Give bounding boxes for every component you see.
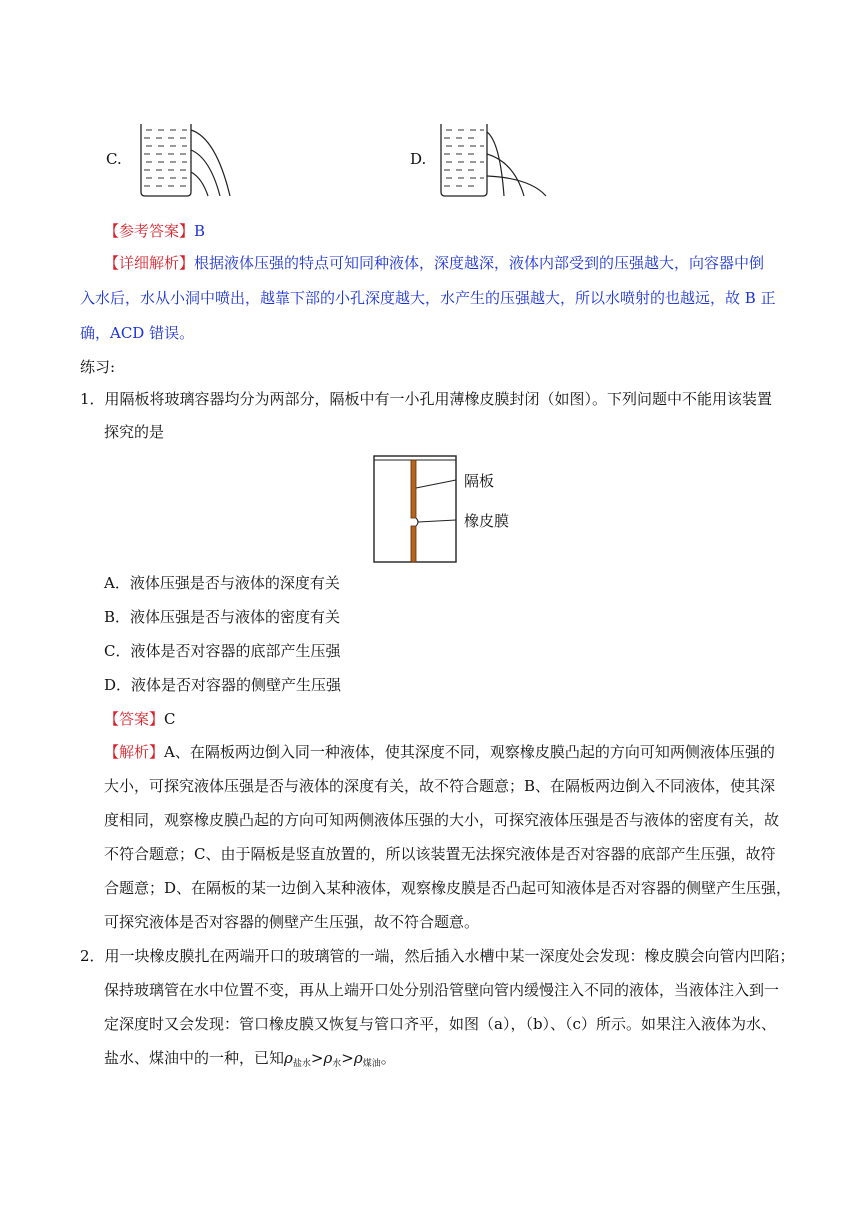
q2-stem-line-4: [104, 1047, 396, 1069]
sub-oil: 煤油: [362, 1059, 381, 1069]
sub-salt-water: 盐水: [292, 1059, 311, 1069]
q2-end: 。: [380, 1049, 396, 1067]
q1-answer-tag: 【答案】: [104, 710, 165, 728]
q1-answer: [104, 708, 176, 729]
example-analysis-line-3: 确，ACD 错误。: [80, 324, 195, 342]
practice-heading: 练习:: [80, 358, 116, 376]
option-c-label: C.: [106, 150, 122, 168]
q1-analysis-line-3: 度相同，观察橡皮膜凸起的方向可知两侧液体压强的大小，可探究液体压强是否与液体的密度有关，故: [104, 811, 780, 829]
partition-container-figure: [368, 452, 528, 564]
q1-option-a: A．液体压强是否与液体的深度有关: [104, 574, 340, 592]
analysis-text-1: 根据液体压强的特点可知同种液体，深度越深，液体内部受到的压强越大，向容器中倒: [194, 254, 765, 272]
q1-analysis-line-4: 不符合题意；C、由于隔板是竖直放置的，所以该装置无法探究液体是否对容器的底部产生压强，故符: [104, 845, 776, 863]
analysis-tag: 【详细解析】: [104, 254, 195, 272]
q1-analysis-line-5: 合题意；D、在隔板的某一边倒入某种液体，观察橡皮膜是否凸起可知液体是否对容器的侧壁产生压强，: [104, 879, 792, 897]
answer-tag-close: 】: [179, 222, 195, 240]
option-d-label: D.: [410, 150, 427, 168]
q2-stem-line-2: 保持玻璃管在水中位置不变，再从上端开口处分别沿管壁向管内缓慢注入不同的液体，当液体注入到一: [104, 981, 780, 999]
q2-line4-prefix: 盐水、煤油中的一种，已知: [104, 1049, 285, 1067]
container-figure-d: [438, 120, 550, 202]
example-analysis-line-2: 入水后，水从小洞中喷出，越靠下部的小孔深度越大，水产生的压强越大，所以水喷射的也越远，故 B 正: [80, 289, 776, 307]
q1-analysis-line-2: 大小，可探究液体压强是否与液体的深度有关，故不符合题意；B、在隔板两边倒入不同液体，使其深: [104, 777, 776, 795]
q2-stem-line-1: 2．用一块橡皮膜扎在两端开口的玻璃管的一端，然后插入水槽中某一深度处会发现：橡皮膜会向管内凹陷；: [80, 947, 795, 965]
q1-analysis-tag: 【解析】: [104, 743, 165, 761]
label-membrane: 橡皮膜: [464, 512, 510, 530]
q1-answer-value: C: [164, 710, 176, 728]
q1-option-d: D．液体是否对容器的侧壁产生压强: [104, 676, 342, 694]
rho-oil: ρ: [353, 1049, 363, 1067]
answer-value: B: [194, 222, 206, 240]
q1-option-c: C．液体是否对容器的底部产生压强: [104, 642, 341, 660]
label-partition: 隔板: [464, 472, 495, 490]
q1-option-b: B．液体压强是否与液体的密度有关: [104, 608, 341, 626]
q1-stem-line-2: 探究的是: [104, 423, 165, 441]
example-analysis-line-1: [104, 252, 764, 273]
sub-water: 水: [332, 1059, 342, 1069]
q1-analysis-line-6: 可探究液体是否对容器的侧壁产生压强，故不符合题意。: [104, 913, 480, 931]
answer-tag-open: 【: [104, 222, 120, 240]
example-answer: [104, 220, 205, 241]
gt-1: >: [310, 1049, 324, 1067]
q2-stem-line-3: 定深度时又会发现：管口橡皮膜又恢复与管口齐平，如图（a），（b）、（c）所示。如果注入液体为水、: [104, 1015, 776, 1033]
gt-2: >: [341, 1049, 354, 1067]
rho-water: ρ: [323, 1049, 333, 1067]
answer-tag: 参考答案: [119, 222, 180, 240]
q1-analysis-text-1: A、在隔板两边倒入同一种液体，使其深度不同，观察橡皮膜凸起的方向可知两侧液体压强的: [164, 743, 775, 761]
q1-analysis-line-1: [104, 741, 775, 762]
container-figure-c: [138, 120, 238, 202]
rho-salt: ρ: [284, 1049, 293, 1067]
q1-stem-line-1: 1．用隔板将玻璃容器均分为两部分，隔板中有一小孔用薄橡皮膜封闭（如图）。下列问题中不能用该装置: [80, 390, 773, 408]
